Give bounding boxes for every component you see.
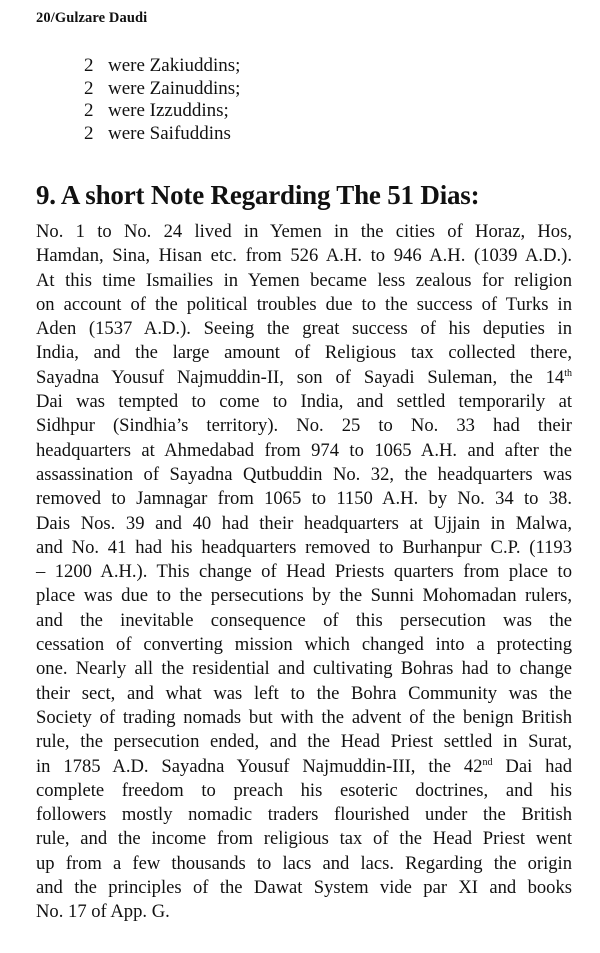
running-head: 20/Gulzare Daudi: [36, 10, 148, 26]
text-line: up from a few thousands to lacs and lacs. Regarding the origin: [36, 852, 572, 874]
text-line: assassination of Sayadna Qutbuddin No. 32, the headquarters was: [36, 463, 572, 485]
list-item: 2 were Saifuddins: [84, 122, 231, 144]
list-item: 2 were Izzuddins;: [84, 100, 229, 121]
text-line: India, and the large amount of Religious tax collected there,: [36, 342, 572, 364]
text-line: – 1200 A.H.). This change of Head Priests quarters from place to: [36, 561, 572, 583]
text-line: removed to Jamnagar from 1065 to 1150 A.H. by No. 34 to 38.: [36, 488, 572, 510]
text-line: in 1785 A.D. Sayadna Yousuf Najmuddin-III, the 42nd Dai had: [36, 755, 572, 777]
text-line: place was due to the persecutions by the Sunni Mohomadan rulers,: [36, 585, 572, 607]
section-body: [36, 220, 572, 925]
text-line: Society of trading nomads but with the advent of the benign British: [36, 706, 572, 728]
text-line: No. 1 to No. 24 lived in Yemen in the cities of Horaz, Hos,: [36, 221, 572, 242]
text-line: Dai was tempted to come to India, and settled temporarily at: [36, 391, 572, 413]
ordinal-suffix: th: [564, 367, 572, 379]
text-line: cessation of converting mission which changed into a protecting: [36, 634, 572, 656]
text-line: rule, the persecution ended, and the Head Priest settled in Surat,: [36, 731, 572, 753]
dai-count-list: [84, 55, 240, 145]
text-line: one. Nearly all the residential and cultivating Bohras had to change: [36, 658, 572, 680]
text-line: on account of the political troubles due to the success of Turks in: [36, 293, 572, 315]
text-line: Sayadna Yousuf Najmuddin-II, son of Sayadi Suleman, the 14th: [36, 366, 572, 388]
text-line: headquarters at Ahmedabad from 974 to 1065 A.H. and after the: [36, 439, 572, 461]
text-line: No. 17 of App. G.: [36, 901, 170, 923]
ordinal-suffix: nd: [482, 756, 493, 768]
text-line: followers mostly nomadic traders flourished under the British: [36, 804, 572, 826]
text-line: Hamdan, Sina, Hisan etc. from 526 A.H. to 946 A.H. (1039 A.D.).: [36, 245, 572, 267]
text-line: and the inevitable consequence of this persecution was the: [36, 609, 572, 631]
text-line: At this time Ismailies in Yemen became less zealous for religion: [36, 269, 572, 291]
text-line: Dais Nos. 39 and 40 had their headquarters at Ujjain in Malwa,: [36, 512, 572, 534]
list-item: 2 were Zakiuddins;: [84, 55, 241, 76]
list-item: 2 were Zainuddins;: [84, 77, 241, 99]
text-line: complete freedom to preach his esoteric doctrines, and his: [36, 779, 572, 801]
section-title: 9. A short Note Regarding The 51 Dias:: [36, 180, 480, 210]
text-line: rule, and the income from religious tax of the Head Priest went: [36, 828, 572, 850]
text-line: and the principles of the Dawat System vide par XI and books: [36, 877, 572, 899]
text-line: Sidhpur (Sindhia’s territory). No. 25 to No. 33 had their: [36, 415, 572, 437]
text-line: and No. 41 had his headquarters removed to Burhanpur C.P. (1193: [36, 536, 572, 558]
text-line: their sect, and what was left to the Bohra Community was the: [36, 682, 572, 704]
text-line: Aden (1537 A.D.). Seeing the great success of his deputies in: [36, 318, 572, 340]
